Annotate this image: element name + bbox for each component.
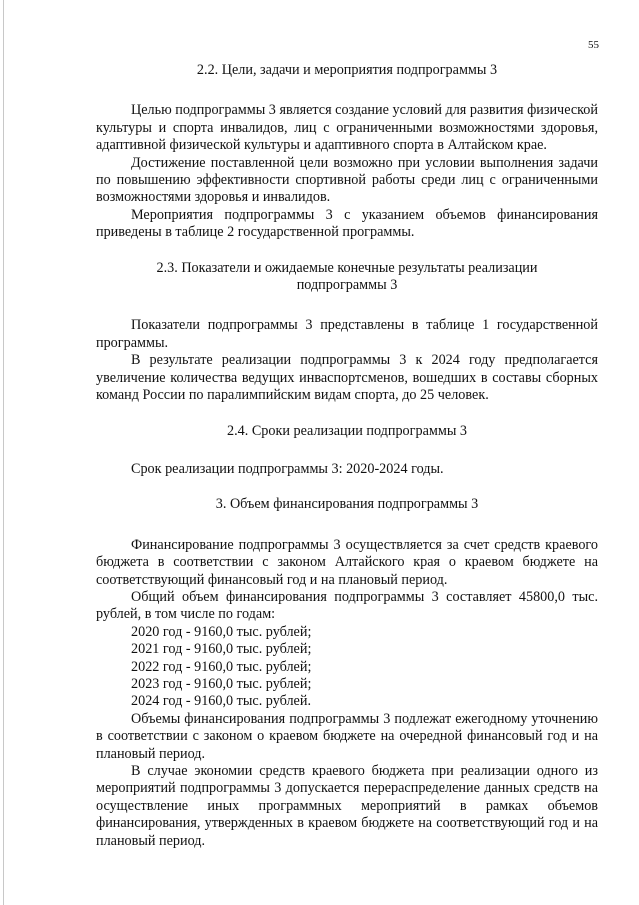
funding-year-line: 2021 год - 9160,0 тыс. рублей; <box>131 641 312 658</box>
paragraph: Общий объем финансирования подпрограммы 3 составляет 45800,0 тыс. рублей, в том числе по годам: <box>96 588 598 623</box>
funding-year-line: 2020 год - 9160,0 тыс. рублей; <box>131 623 312 640</box>
paragraph: Достижение поставленной цели возможно при условии выполнения задачи по повышению эффективности спортивной работы среди лиц с ограниченными возможностями здоровья и инвалидов. <box>96 154 598 206</box>
paragraph: В случае экономии средств краевого бюджета при реализации одного из мероприятий подпрограммы 3 допускается перераспределение данных средств на осуществление иных программных мероприятий в рамках объемов финансирования, утвержденных в краевом бюджете на соответствующий год и на плановый период. <box>96 763 598 849</box>
funding-year-line: 2024 год - 9160,0 тыс. рублей. <box>131 693 311 710</box>
section-heading-3: 3. Объем финансирования подпрограммы 3 <box>215 496 479 513</box>
paragraph: Мероприятия подпрограммы 3 с указанием объемов финансирования приведены в таблице 2 государственной программы. <box>96 206 598 241</box>
section-heading-2-3-line-1: 2.3. Показатели и ожидаемые конечные результаты реализации <box>156 259 538 276</box>
funding-year-line: 2022 год - 9160,0 тыс. рублей; <box>131 658 312 675</box>
section-heading-2-4: 2.4. Сроки реализации подпрограммы 3 <box>226 422 467 439</box>
page-number: 55 <box>588 39 599 51</box>
funding-year-line: 2023 год - 9160,0 тыс. рублей; <box>131 675 312 692</box>
paragraph: В результате реализации подпрограммы 3 к 2024 году предполагается увеличение количества ведущих инваспортсменов, вошедших в составы сборных команд России по паралимпийским видам спорта, до 25 человек. <box>96 352 598 404</box>
paragraph: Целью подпрограммы 3 является создание условий для развития физической культуры и спорта инвалидов, лиц с ограниченными возможностями здоровья, адаптивной физической культуры и адаптивного спорта в Алтайском крае. <box>96 102 598 154</box>
section-heading-2-2: 2.2. Цели, задачи и мероприятия подпрограммы 3 <box>196 62 498 78</box>
paragraph: Показатели подпрограммы 3 представлены в таблице 1 государственной программы. <box>96 317 598 351</box>
paragraph: Объемы финансирования подпрограммы 3 подлежат ежегодному уточнению в соответствии с законом о краевом бюджете на очередной финансовый год и на плановый период. <box>96 710 598 762</box>
paragraph: Финансирование подпрограммы 3 осуществляется за счет средств краевого бюджета в соответствии с законом Алтайского края о краевом бюджете на соответствующий финансовый год и на плановый период. <box>96 536 598 588</box>
section-heading-2-3-line-2: подпрограммы 3 <box>296 277 398 294</box>
document-body <box>96 62 598 850</box>
paragraph: Срок реализации подпрограммы 3: 2020-2024 годы. <box>131 460 444 477</box>
scan-edge-line <box>3 0 4 905</box>
